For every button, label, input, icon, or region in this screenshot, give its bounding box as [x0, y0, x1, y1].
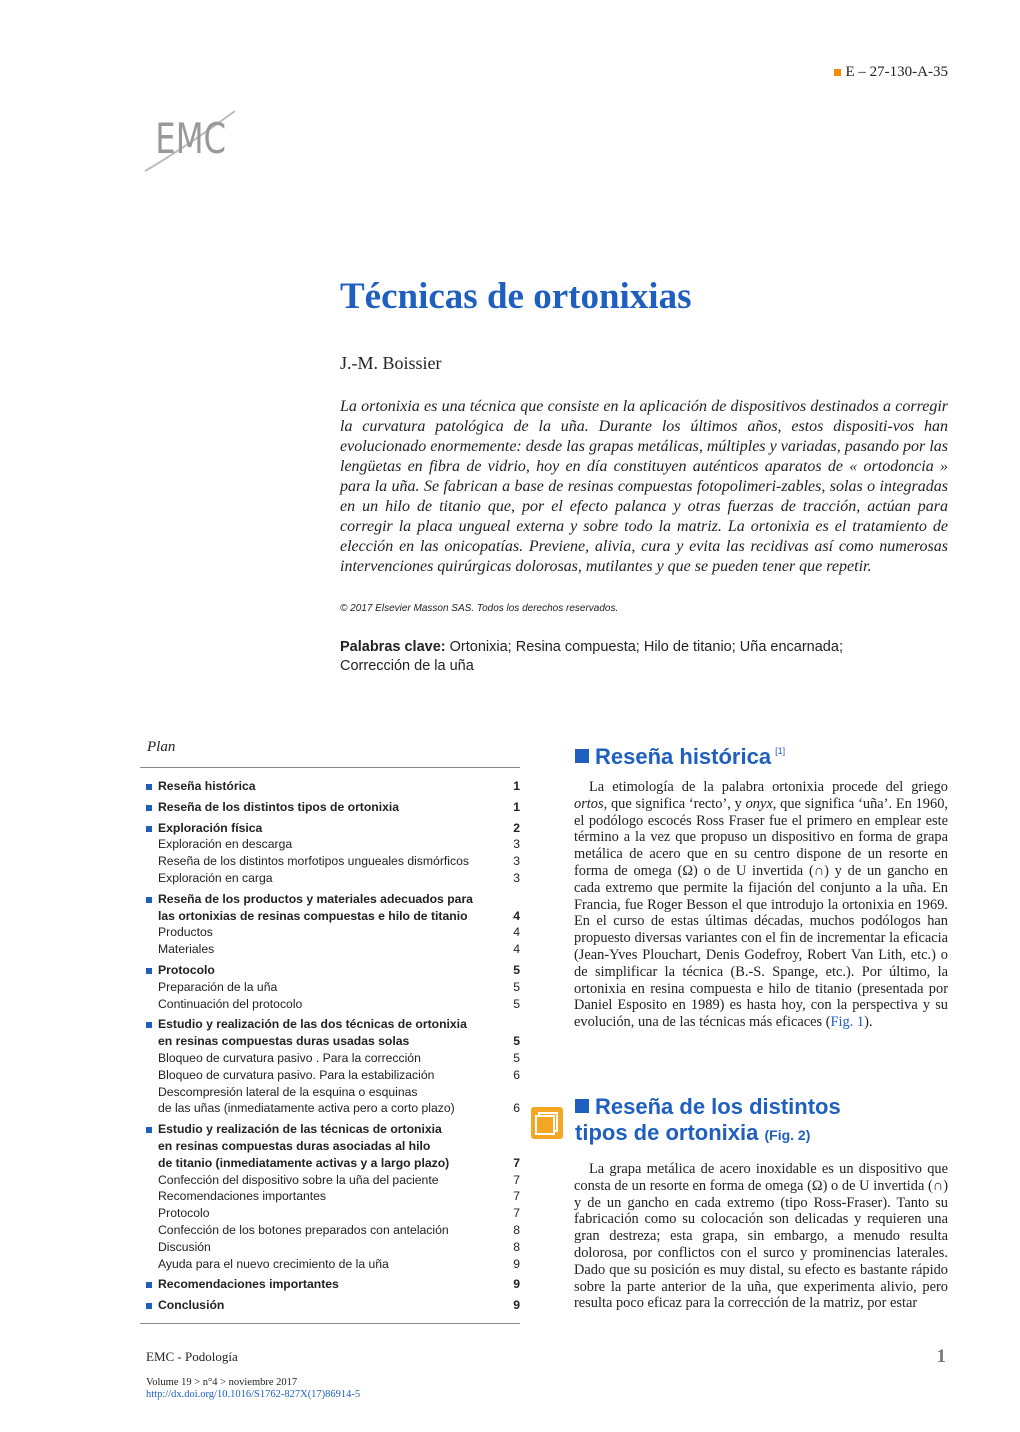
- toc-item-label: Conclusión: [158, 1298, 225, 1313]
- toc-item[interactable]: [146, 853, 520, 870]
- toc-item-page: 5: [513, 996, 520, 1011]
- toc-item-label: Protocolo: [158, 962, 215, 977]
- toc-item-label: Confección de los botones preparados con antelación: [158, 1222, 449, 1237]
- toc-bullet-icon: [146, 805, 152, 811]
- reference-link[interactable]: [1]: [775, 746, 786, 756]
- toc-item-page: 9: [513, 1298, 520, 1313]
- toc-item-label: Productos: [158, 925, 213, 940]
- toc-item[interactable]: [146, 778, 520, 795]
- section-heading-tipos-ortonixia: Reseña de los distintos tipos de ortonixia (Fig. 2): [575, 1094, 841, 1145]
- toc-item-label: Descompresión lateral de la esquina o esquinas: [158, 1084, 418, 1099]
- article-author: J.-M. Boissier: [340, 353, 442, 373]
- toc-bullet-icon: [146, 784, 152, 790]
- toc-item-page: 3: [513, 837, 520, 852]
- toc-item-page: 4: [513, 925, 520, 940]
- toc-item[interactable]: [146, 870, 520, 887]
- toc-item[interactable]: [146, 1256, 520, 1273]
- table-of-contents: [146, 778, 520, 1314]
- toc-item-page: 4: [513, 908, 520, 923]
- toc-item-label: Bloqueo de curvatura pasivo. Para la estabilización: [158, 1067, 435, 1082]
- toc-item[interactable]: [146, 941, 520, 958]
- toc-bullet-icon: [146, 1127, 152, 1133]
- toc-item-label: Reseña de los distintos tipos de ortonixia: [158, 799, 400, 814]
- toc-item[interactable]: [146, 979, 520, 996]
- toc-item-page: 3: [513, 870, 520, 885]
- toc-item[interactable]: [146, 924, 520, 941]
- keywords-line-2: Corrección de la uña: [340, 658, 474, 674]
- toc-item-page: 5: [513, 1034, 520, 1049]
- toc-item-page: 7: [513, 1206, 520, 1221]
- toc-item[interactable]: [146, 1067, 520, 1084]
- toc-item-page: 6: [513, 1067, 520, 1082]
- keywords-label: Palabras clave:: [340, 639, 446, 655]
- keywords-line-1: Ortonixia; Resina compuesta; Hilo de titanio; Uña encarnada;: [449, 639, 843, 655]
- toc-item[interactable]: [146, 1138, 520, 1155]
- toc-item[interactable]: [146, 1276, 520, 1293]
- toc-item-label: en resinas compuestas duras usadas solas: [158, 1034, 410, 1049]
- plan-bottom-rule: [140, 1323, 520, 1324]
- toc-item-label: Exploración física: [158, 820, 263, 835]
- toc-item[interactable]: [146, 1205, 520, 1222]
- toc-item[interactable]: [146, 1239, 520, 1256]
- plan-top-rule: [140, 767, 520, 768]
- toc-item-label: Exploración en descarga: [158, 837, 293, 852]
- toc-item[interactable]: [146, 1016, 520, 1033]
- toc-item-label: Bloqueo de curvatura pasivo . Para la corrección: [158, 1050, 421, 1065]
- toc-item-label: Materiales: [158, 942, 215, 957]
- toc-item-page: 1: [513, 799, 520, 814]
- toc-item[interactable]: [146, 1084, 520, 1101]
- toc-item-page: 5: [513, 979, 520, 994]
- toc-item[interactable]: [146, 996, 520, 1013]
- toc-item[interactable]: [146, 1222, 520, 1239]
- emc-logo: [140, 96, 250, 176]
- toc-item-label: Recomendaciones importantes: [158, 1277, 339, 1292]
- toc-item-page: 8: [513, 1239, 520, 1254]
- toc-item-page: 7: [513, 1155, 520, 1170]
- toc-item-page: 2: [513, 820, 520, 835]
- toc-bullet-icon: [146, 1303, 152, 1309]
- toc-item-page: 9: [513, 1256, 520, 1271]
- plan-title: Plan: [147, 739, 176, 755]
- toc-item[interactable]: [146, 1033, 520, 1050]
- toc-bullet-icon: [146, 897, 152, 903]
- emc-logo-text: EMC: [155, 114, 227, 164]
- toc-item-page: 5: [513, 1050, 520, 1065]
- toc-item-page: 7: [513, 1172, 520, 1187]
- toc-item-label: Reseña de los distintos morfotipos ungueales dismórficos: [158, 854, 469, 869]
- heading-square-icon: [575, 1099, 589, 1113]
- figure-box-icon: [530, 1106, 564, 1140]
- toc-item[interactable]: [146, 1100, 520, 1117]
- toc-item[interactable]: [146, 1172, 520, 1189]
- toc-bullet-icon: [146, 1022, 152, 1028]
- toc-item-label: Estudio y realización de las técnicas de ortonixia: [158, 1122, 442, 1137]
- toc-item[interactable]: [146, 962, 520, 979]
- toc-item[interactable]: [146, 908, 520, 925]
- toc-item-page: 5: [513, 962, 520, 977]
- toc-item[interactable]: [146, 891, 520, 908]
- toc-item-page: 9: [513, 1277, 520, 1292]
- toc-item-label: Estudio y realización de las dos técnicas de ortonixia: [158, 1017, 467, 1032]
- toc-item[interactable]: [146, 836, 520, 853]
- toc-item-page: 6: [513, 1101, 520, 1116]
- toc-item[interactable]: [146, 820, 520, 837]
- toc-item-label: Exploración en carga: [158, 870, 273, 885]
- toc-item-label: de las uñas (inmediatamente activa pero a corto plazo): [158, 1101, 455, 1116]
- article-reference: E – 27-130-A-35: [834, 64, 948, 81]
- toc-item-page: 7: [513, 1189, 520, 1204]
- toc-item-page: 8: [513, 1222, 520, 1237]
- toc-item-label: en resinas compuestas duras asociadas al hilo: [158, 1138, 431, 1153]
- abstract: La ortonixia es una técnica que consiste en la aplicación de dispositivos destinados a corregir la curvatura patológica de la uña. Durante los últimos años, estos dispositi-vos han evolucionado enormemente: desde las grapas metálicas, múltiples y variadas, pasando por las lengüetas en fibra de vidrio, hoy en día constituyen auténticos aparatos de « ortodoncia » para la uña. Se fabrican a base de resinas compuestas fotopolimeri-zables, solas o integradas en un hilo de titanio que, por el efecto palanca y otras fuerzas de tracción, actúan para corregir la placa ungueal externa y sobre todo la matriz. La ortonixia es el tratamiento de elección en las onicopatías. Previene, alivia, cura y evita las recidivas así como numerosas intervenciones quirúrgicas dolorosas, mutilantes y que se pueden tener que repetir.: [340, 398, 948, 575]
- toc-item-label: las ortonixias de resinas compuestas e hilo de titanio: [158, 908, 468, 923]
- figure-2-link[interactable]: (Fig. 2): [764, 1127, 811, 1143]
- volume-info: Volume 19 > n°4 > noviembre 2017 http://dx.doi.org/10.1016/S1762-827X(17)86914-5: [146, 1377, 361, 1400]
- toc-bullet-icon: [146, 968, 152, 974]
- toc-item[interactable]: [146, 1297, 520, 1314]
- section-text-resena-historica: La etimología de la palabra ortonixia procede del griego ortos, que significa ‘recto’, y onyx, que significa ‘uña’. En 1960, el podólogo escocés Ross Fraser fue el primero en emplear este término a la vez que propuso un dispositivo en forma de grapa metálica de acero que en su centro dispone de un resorte en forma de omega (Ω) o de U invertida (∩) y de un gancho en cada extremo que permite la fijación del conjunto a la uña. En Francia, fue Roger Besson el que introdujo la ortonixia en 1969. En el curso de estas últimas décadas, muchos podólogos han propuesto diversas variantes con el fin de incrementar la eficacia (Jean-Yves Plouchart, Denis Godefroy, Robert Van Lith, etc.) o de simplificar la técnica (B.-S. Spange, etc.). Por último, la ortonixia en resina compuesta e hilo de titanio (presentada por Daniel Esposito en 1989) es hasta hoy, con la perspectiva y su evolución, una de las técnicas más eficaces (Fig. 1).: [574, 779, 948, 1031]
- toc-item-page: 3: [513, 854, 520, 869]
- toc-bullet-icon: [146, 1282, 152, 1288]
- doi-link[interactable]: http://dx.doi.org/10.1016/S1762-827X(17)86914-5: [146, 1389, 361, 1400]
- toc-item[interactable]: [146, 1121, 520, 1138]
- keywords: [340, 638, 900, 676]
- section-heading-resena-historica: Reseña histórica [1]: [575, 738, 785, 770]
- article-title: Técnicas de ortonixias: [340, 276, 692, 317]
- toc-item-label: Preparación de la uña: [158, 979, 278, 994]
- copyright: © 2017 Elsevier Masson SAS. Todos los derechos reservados.: [340, 603, 619, 614]
- toc-item-label: Reseña de los productos y materiales adecuados para: [158, 891, 473, 906]
- section-text-tipos-ortonixia: La grapa metálica de acero inoxidable es un dispositivo que consta de un resorte en forma de omega (Ω) o de U invertida (∩) y de un gancho en cada extremo (tipo Ross-Fraser). Tanto su fabricación como su colocación son delicadas y requieren una gran destreza; esta grapa, sin embargo, a menudo resulta dolorosa, por conflictos con el surco y prominencias laterales. Dado que su posición es muy distal, su efecto es bastante rápido sobre la parte anterior de la uña, que experimenta alivio, pero resulta poco eficaz para la corrección de la matriz, por estar: [574, 1161, 948, 1312]
- orange-square-icon: [834, 69, 841, 76]
- toc-item-label: Continuación del protocolo: [158, 996, 303, 1011]
- toc-item[interactable]: [146, 1188, 520, 1205]
- toc-item[interactable]: [146, 799, 520, 816]
- page-number: 1: [936, 1346, 946, 1367]
- toc-item[interactable]: [146, 1155, 520, 1172]
- toc-item-page: 4: [513, 942, 520, 957]
- toc-item-label: Discusión: [158, 1239, 211, 1254]
- toc-bullet-icon: [146, 826, 152, 832]
- toc-item-label: de titanio (inmediatamente activas y a largo plazo): [158, 1155, 450, 1170]
- toc-item-label: Ayuda para el nuevo crecimiento de la uña: [158, 1256, 389, 1271]
- toc-item[interactable]: [146, 1050, 520, 1067]
- heading-square-icon: [575, 749, 589, 763]
- toc-item-label: Recomendaciones importantes: [158, 1189, 327, 1204]
- toc-item-page: 1: [513, 779, 520, 793]
- toc-item-label: Confección del dispositivo sobre la uña del paciente: [158, 1172, 439, 1187]
- toc-item-label: Protocolo: [158, 1206, 210, 1221]
- journal-name: EMC - Podología: [146, 1349, 238, 1364]
- toc-item-label: Reseña histórica: [158, 779, 256, 793]
- figure-link[interactable]: Fig. 1: [830, 1014, 865, 1031]
